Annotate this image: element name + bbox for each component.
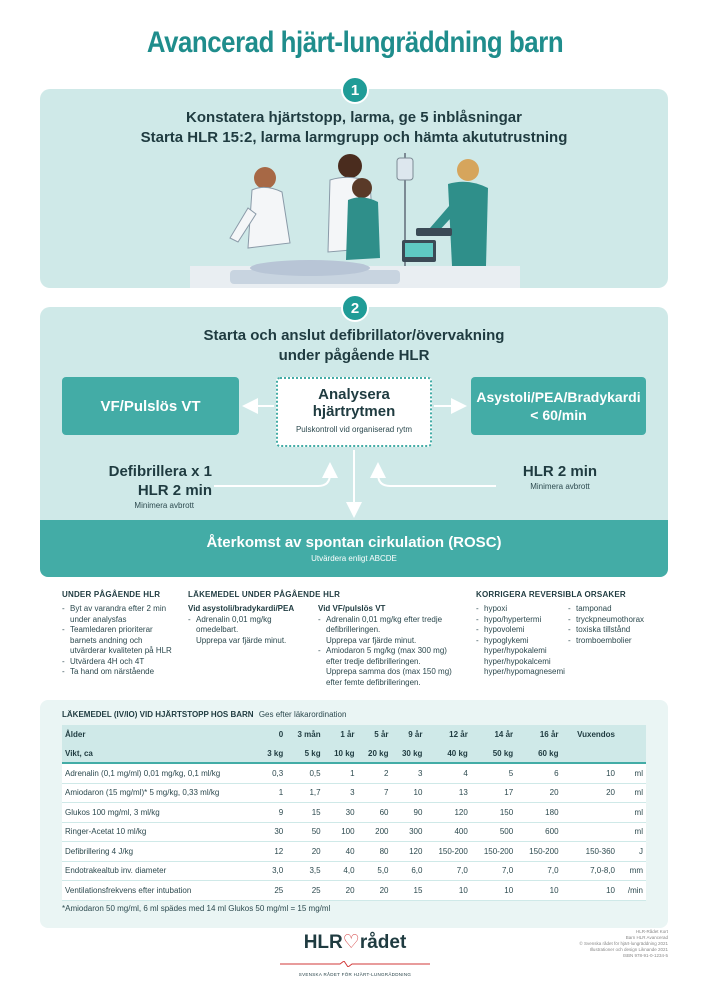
weight-header-cell [562,745,618,765]
table-cell: 30 [258,823,286,843]
fine-print [560,929,668,959]
table-cell: 15 [392,881,426,901]
dose-footnote: *Amiodaron 50 mg/ml, 6 ml spädes med 14 ml Glukos 50 mg/ml = 15 mg/ml [62,904,331,913]
defib-note: Minimera avbrott [134,501,194,510]
during-list [62,604,174,678]
fine-print-line: Illustrationer och design Liknande 2021 [589,947,668,952]
table-cell: 20 [286,842,323,862]
table-cell: 150-200 [425,842,470,862]
table-row [62,881,646,901]
asystole-drugs-heading: Vid asystoli/bradykardi/PEA [188,604,295,613]
table-cell: 4,0 [324,862,358,882]
table-cell: 0,5 [286,764,323,784]
table-cell: 500 [471,823,516,843]
table-cell: 7,0 [516,862,561,882]
row-unit: /min [618,881,646,901]
reversible-heading: KORRIGERA REVERSIBLA ORSAKER [476,590,626,599]
reversible-causes-section [476,590,676,678]
table-weight-row [62,745,646,765]
age-header-cell: 14 år [471,725,516,745]
table-cell: 80 [358,842,392,862]
weight-header-cell: 3 kg [258,745,286,765]
hlr-radet-logo [275,932,435,977]
weight-header-cell: 5 kg [286,745,323,765]
table-cell: 1 [324,764,358,784]
dose-table-heading: LÄKEMEDEL (IV/IO) VID HJÄRTSTOPP HOS BARN [62,710,254,719]
vf-drugs [318,604,458,688]
list-item: hyper/hypokalcemi [484,656,551,666]
table-header-row [62,725,646,745]
vf-pulseless-vt-box: VF/Pulslös VT [62,377,239,435]
table-cell: 6,0 [392,862,426,882]
age-header-cell: 1 år [324,725,358,745]
during-cpr-section [62,590,174,678]
table-cell: 180 [516,803,561,823]
analyse-note: Pulskontroll vid organiserad rytm [295,425,413,434]
table-cell: 10 [471,881,516,901]
table-cell: 600 [516,823,561,843]
row-label: Defibrillering 4 J/kg [62,842,258,862]
weight-header-cell: 10 kg [324,745,358,765]
table-cell: 1,7 [286,784,323,804]
table-cell: 13 [425,784,470,804]
list-item-text: Upprepa var fjärde minut. [196,635,287,645]
table-cell: 300 [392,823,426,843]
table-cell [562,803,618,823]
row-label: Adrenalin (0,1 mg/ml) 0,01 mg/kg, 0,1 ml/kg [62,764,258,784]
list-item: - hypovolemi [476,625,560,636]
list-item: - Utvärdera 4H och 4T [62,657,174,668]
unit-header-cell [618,745,646,765]
table-row [62,784,646,804]
table-cell: 5 [471,764,516,784]
weight-header-label: Vikt, ca [62,745,258,765]
table-cell: 10 [516,881,561,901]
table-cell: 10 [392,784,426,804]
list-item: - tromboembolier [568,636,668,647]
table-cell: 7,0 [471,862,516,882]
asystole-drugs [188,604,306,688]
table-cell: 7 [358,784,392,804]
table-row [62,842,646,862]
table-cell: 400 [425,823,470,843]
table-cell: 20 [562,784,618,804]
fine-print-line: ISBN 978-91-0-1234-5 [622,953,668,958]
hlr-note: Minimera avbrott [530,482,590,491]
row-unit: ml [618,803,646,823]
table-cell: 10 [562,881,618,901]
reversible-col1 [476,604,565,678]
age-header-cell: 0 [258,725,286,745]
table-row [62,862,646,882]
unit-header-cell [618,725,646,745]
row-label: Endotrakealtub inv. diameter [62,862,258,882]
table-cell [562,823,618,843]
table-cell: 0,3 [258,764,286,784]
during-heading: UNDER PÅGÅENDE HLR [62,590,161,599]
step1-line1: Konstatera hjärtstopp, larma, ge 5 inblåsningar [186,109,522,126]
asystole-line1: Asystoli/PEA/Bradykardi [476,389,641,405]
table-cell: 20 [324,881,358,901]
reversible-col2 [568,604,668,678]
list-item: - tryckpneumothorax [568,615,668,626]
table-cell: 150-200 [516,842,561,862]
row-unit: J [618,842,646,862]
weight-header-cell: 40 kg [425,745,470,765]
table-cell: 150-200 [471,842,516,862]
page-title: Avancerad hjärt-lungräddning barn [146,26,564,59]
dose-table [62,725,646,901]
list-item: - Ta hand om närstående [62,667,174,678]
analyse-line1: Analysera [318,386,390,403]
defib-line2: HLR 2 min [137,482,212,499]
list-item: - hypoxi [476,604,560,615]
table-cell: 120 [392,842,426,862]
table-cell: 1 [258,784,286,804]
table-cell: 6 [516,764,561,784]
fine-print-line: © Svenska rådet för hjärt-lungräddning 2021 [579,941,668,946]
table-row [62,803,646,823]
age-header-cell: 12 år [425,725,470,745]
table-cell: 7,0 [425,862,470,882]
table-cell: 10 [562,764,618,784]
step2-line1: Starta och anslut defibrillator/övervakning [203,327,505,344]
table-cell: 25 [258,881,286,901]
vf-drugs-heading: Vid VF/pulslös VT [318,604,386,613]
table-row [62,764,646,784]
row-label: Amiodaron (15 mg/ml)* 5 mg/kg, 0,33 ml/kg [62,784,258,804]
hlr-action [500,462,620,491]
heart-icon: ♡ [342,932,360,953]
defib-line1: Defibrillera x 1 [108,463,212,480]
table-cell: 150-360 [562,842,618,862]
ecg-line-icon [280,961,430,967]
defibrillate-action [62,462,212,510]
logo-tagline: SVENSKA RÅDET FÖR HJÄRT-LUNGRÄDDNING [298,972,412,977]
table-cell: 7,0-8,0 [562,862,618,882]
asystole-line2: < 60/min [530,407,587,423]
row-unit: mm [618,862,646,882]
step1-number: 1 [341,76,369,104]
list-item: - hypo/hypertermi [476,615,560,626]
table-cell: 5,0 [358,862,392,882]
step1-line2: Starta HLR 15:2, larma larmgrupp och hämta akututrustning [140,129,568,146]
rosc-note: Utvärdera enligt ABCDE [311,554,397,563]
rosc-title: Återkomst av spontan cirkulation (ROSC) [206,534,502,551]
table-cell: 25 [286,881,323,901]
list-item: - Teamledaren prioriterar barnets andning och utvärderar kvaliteten på HLR [62,625,174,657]
row-label: Glukos 100 mg/ml, 3 ml/kg [62,803,258,823]
weight-header-cell: 60 kg [516,745,561,765]
row-unit: ml [618,784,646,804]
weight-header-cell: 50 kg [471,745,516,765]
dose-table-heading-row [62,710,346,719]
list-item: - Adrenalin 0,01 mg/kg efter tredje defibrilleringen. [318,615,458,636]
age-header-cell: 9 år [392,725,426,745]
list-item: - Amiodaron 5 mg/kg (max 300 mg) efter tredje defibrilleringen. [318,646,458,667]
dose-table-subheading: Ges efter läkarordination [258,710,347,719]
table-cell: 3,5 [286,862,323,882]
row-unit: ml [618,764,646,784]
table-row [62,823,646,843]
row-label: Ringer-Acetat 10 ml/kg [62,823,258,843]
arrow-left-loop [214,466,330,486]
analyse-line2: hjärtrytmen [312,403,396,420]
age-header-cell: 5 år [358,725,392,745]
list-item: - toxiska tillstånd [568,625,668,636]
drugs-during-cpr-section [188,590,463,688]
table-cell: 120 [425,803,470,823]
age-header-cell: 3 mån [286,725,323,745]
list-item: - Adrenalin 0,01 mg/kg omedelbart. [188,615,306,636]
age-header-cell: Vuxendos [562,725,618,745]
list-item: hyper/hypokalemi [484,646,547,655]
table-cell: 100 [324,823,358,843]
row-unit: ml [618,823,646,843]
drugs-heading: LÄKEMEDEL UNDER PÅGÅENDE HLR [188,590,341,599]
logo-hlr-text: HLR [303,932,343,953]
weight-header-cell: 30 kg [392,745,426,765]
table-cell: 17 [471,784,516,804]
age-header-label: Ålder [62,725,258,745]
age-header-cell: 16 år [516,725,561,745]
step2-line2: under pågående HLR [278,347,430,364]
fine-print-line: HLR-Rådet Kort [635,929,668,934]
arrow-right-loop [378,466,496,486]
table-cell: 30 [324,803,358,823]
row-label: Ventilationsfrekvens efter intubation [62,881,258,901]
list-item [188,636,306,647]
table-cell: 3 [324,784,358,804]
dose-table-wrapper [62,725,646,901]
hlr-line: HLR 2 min [522,463,598,480]
fine-print-line: Barn HLR Avancerad [625,935,668,940]
table-cell: 2 [358,764,392,784]
table-cell: 3,0 [258,862,286,882]
list-item: - Byt av varandra efter 2 min under analysfas [62,604,174,625]
list-item: hyper/hypomagnesemi [484,667,565,676]
table-cell: 20 [516,784,561,804]
table-cell: 9 [258,803,286,823]
table-cell: 3 [392,764,426,784]
rosc-box [40,520,668,577]
logo-radet-text: rådet [359,932,407,953]
table-cell: 15 [286,803,323,823]
table-cell: 4 [425,764,470,784]
table-cell: 200 [358,823,392,843]
table-cell: 20 [358,881,392,901]
table-cell: 150 [471,803,516,823]
table-cell: 90 [392,803,426,823]
list-item: - hypoglykemi [476,636,560,647]
table-cell: 40 [324,842,358,862]
step2-number: 2 [341,294,369,322]
table-cell: 12 [258,842,286,862]
list-item: Upprepa var fjärde minut. [326,635,417,645]
table-cell: 50 [286,823,323,843]
list-item: Upprepa samma dos (max 150 mg) efter femte defibrilleringen. [326,667,452,687]
table-cell: 60 [358,803,392,823]
list-item: - tamponad [568,604,668,615]
table-cell: 10 [425,881,470,901]
weight-header-cell: 20 kg [358,745,392,765]
